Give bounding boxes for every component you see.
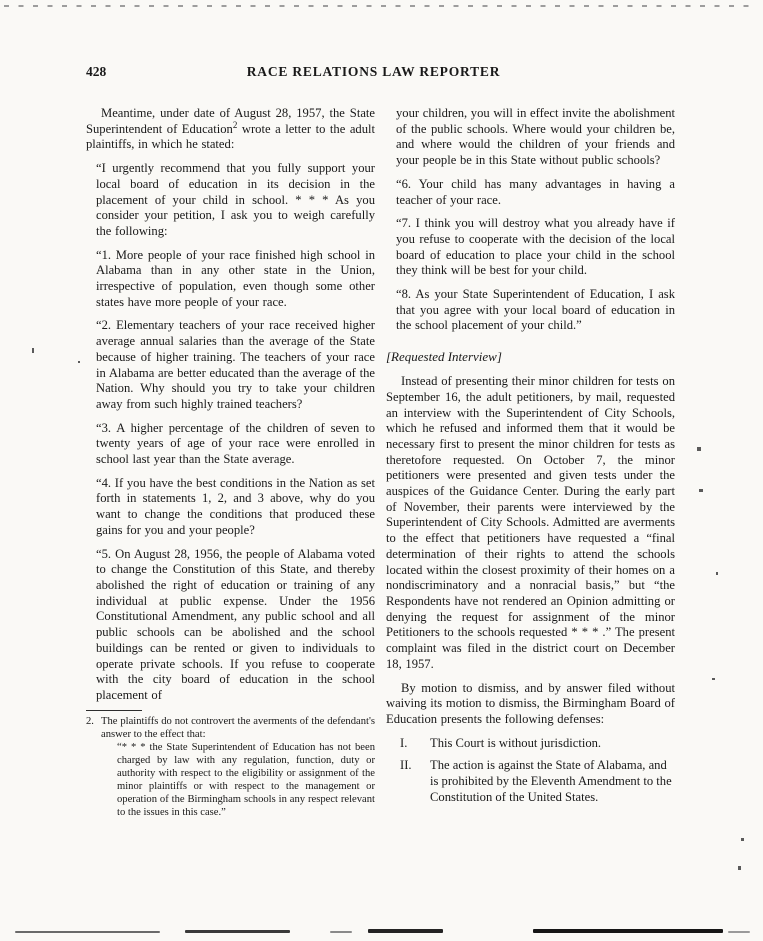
letter-quote-opening: “I urgently recommend that you fully support your local board of education in its decision in the placement of your child in school. * * * As you consider your petition, I ask you to weigh carefully the following: [96, 161, 375, 238]
defense-1-numeral: I. [400, 735, 408, 750]
defense-1-text: This Court is without jurisdiction. [430, 735, 602, 750]
scan-artifact-bottom [728, 931, 750, 933]
defense-2-text: The action is against the State of Alabama, and is prohibited by the Eleventh Amendment to the Constitution of the United States. [430, 758, 672, 804]
footnote-body [101, 716, 375, 820]
scan-speck [712, 678, 715, 680]
letter-quote-point-5: “5. On August 28, 1956, the people of Alabama voted to change the Constitution of this State, and thereby abolished the right of education or training of any individual at public expense. Under the 1956 Constitutional Amendment, any public school and all public schools can be abolished and the school buildings can be rented or given to individuals to operate private schools. If you refuse to cooperate with the city board of education in the school placement of [96, 546, 375, 702]
defenses-list [400, 736, 675, 806]
scan-speck [78, 361, 80, 363]
defense-2-numeral: II. [400, 758, 412, 773]
page-header [86, 64, 675, 80]
scan-speck [741, 838, 744, 841]
running-title: RACE RELATIONS LAW REPORTER [246, 64, 501, 79]
motion-to-dismiss-paragraph: By motion to dismiss, and by answer filed without waiving its motion to dismiss, the Birmingham Board of Education presents the following defenses: [386, 680, 675, 726]
intro-text-after-footnote-ref: wrote a letter to the adult plaintiffs, in which he stated: [86, 121, 376, 152]
footnote-row [86, 716, 375, 820]
letter-quote-point-1: “1. More people of your race finished high school in Alabama than in any other state in the Union, irrespective of population, even though some other states have more people of your race. [96, 247, 375, 309]
letter-quote-point-7: “7. I think you will destroy what you already have if you refuse to cooperate with the decision of the local board of education to place your child in the school they think will be best for your child. [396, 216, 675, 278]
scan-artifact-bottom [15, 931, 160, 933]
scan-speck [716, 572, 718, 575]
scan-artifact-bottom [368, 929, 443, 933]
footnote-inner-quote: “* * * the State Superintendent of Education has not been charged by law with any regulation, function, duty or authority with respect to the eligibility or assignment of the minor plaintiffs or with respect to the management or operation of the Birmingham schools in any respect relevant to the issues in this case.” [117, 742, 375, 818]
footnote-reference: 2 [232, 119, 238, 130]
intro-text-before-footnote-ref: Meantime, under date of August 28, 1957, the State Superintendent of Education [86, 106, 375, 136]
right-column [386, 106, 675, 820]
scan-artifact-bottom [330, 931, 352, 933]
scan-speck [697, 447, 701, 451]
intro-paragraph [86, 106, 375, 153]
letter-quote-point-8: “8. As your State Superintendent of Education, I ask that you agree with your local board of education in the school placement of your child.” [396, 287, 675, 333]
letter-quote-point-2: “2. Elementary teachers of your race received higher average annual salaries than the average of the State because of higher training. The teachers of your race in Alabama are better educated than the average of the Nation. Why should you try to take your children away from such highly trained teachers? [96, 318, 375, 411]
scan-speck [738, 866, 741, 870]
defense-item-1 [400, 736, 675, 752]
footnote-separator-rule [86, 710, 142, 711]
letter-quote-point-4: “4. If you have the best conditions in the Nation as set forth in statements 1, 2, and 3 above, why do you want to change the conditions that produced these gains for you and your people? [96, 475, 375, 537]
scan-artifact-bottom [185, 930, 290, 933]
footnote-text: The plaintiffs do not controvert the averments of the defendant's answer to the effect that: [101, 715, 375, 740]
scan-speck [699, 489, 703, 492]
footnote-number: 2. [86, 715, 94, 727]
footnote-2 [86, 716, 375, 820]
defense-item-2 [400, 758, 675, 805]
letter-quote-point-3: “3. A higher percentage of the children of seven to twenty years of age of your race were enrolled in school last year than the State average. [96, 420, 375, 467]
requested-interview-paragraph: Instead of presenting their minor children for tests on September 16, the adult petitioners, by mail, requested an interview with the Superintendent of City Schools, which he refused and informed them that it would be necessary first to present the minor children for tests as theretofore requested. On October 7, the minor petitioners were presented and given tests under the auspices of the Guidance Center. During the early part of November, their parents were interviewed by the Superintendent of City Schools. Admitted are averments to the effect that petitioners have requested a “final determination of their rights to attend the schools located within the closest proximity of their homes on a nondiscriminatory and a nonracial basis,” but “the Respondents have not rendered an Opinion admitting or denying the request for assignment of the minor Petitioners to the schools requested * * * .” The present complaint was filed in the district court on December 18, 1957. [386, 374, 675, 671]
page-number: 428 [86, 64, 107, 79]
scan-speck [32, 348, 34, 353]
section-heading-requested-interview: [Requested Interview] [386, 349, 502, 365]
letter-quote-point-5-continuation: your children, you will in effect invite the abolishment of the public schools. Where would your children be, and where would the children of your friends and your people be in this State without public schools? [396, 106, 676, 168]
text-columns [86, 106, 675, 820]
letter-quote-point-6: “6. Your child has many advantages in having a teacher of your race. [396, 176, 675, 207]
scan-artifact-bottom [533, 929, 723, 933]
scan-dotted-line [4, 5, 757, 7]
left-column [86, 106, 375, 820]
